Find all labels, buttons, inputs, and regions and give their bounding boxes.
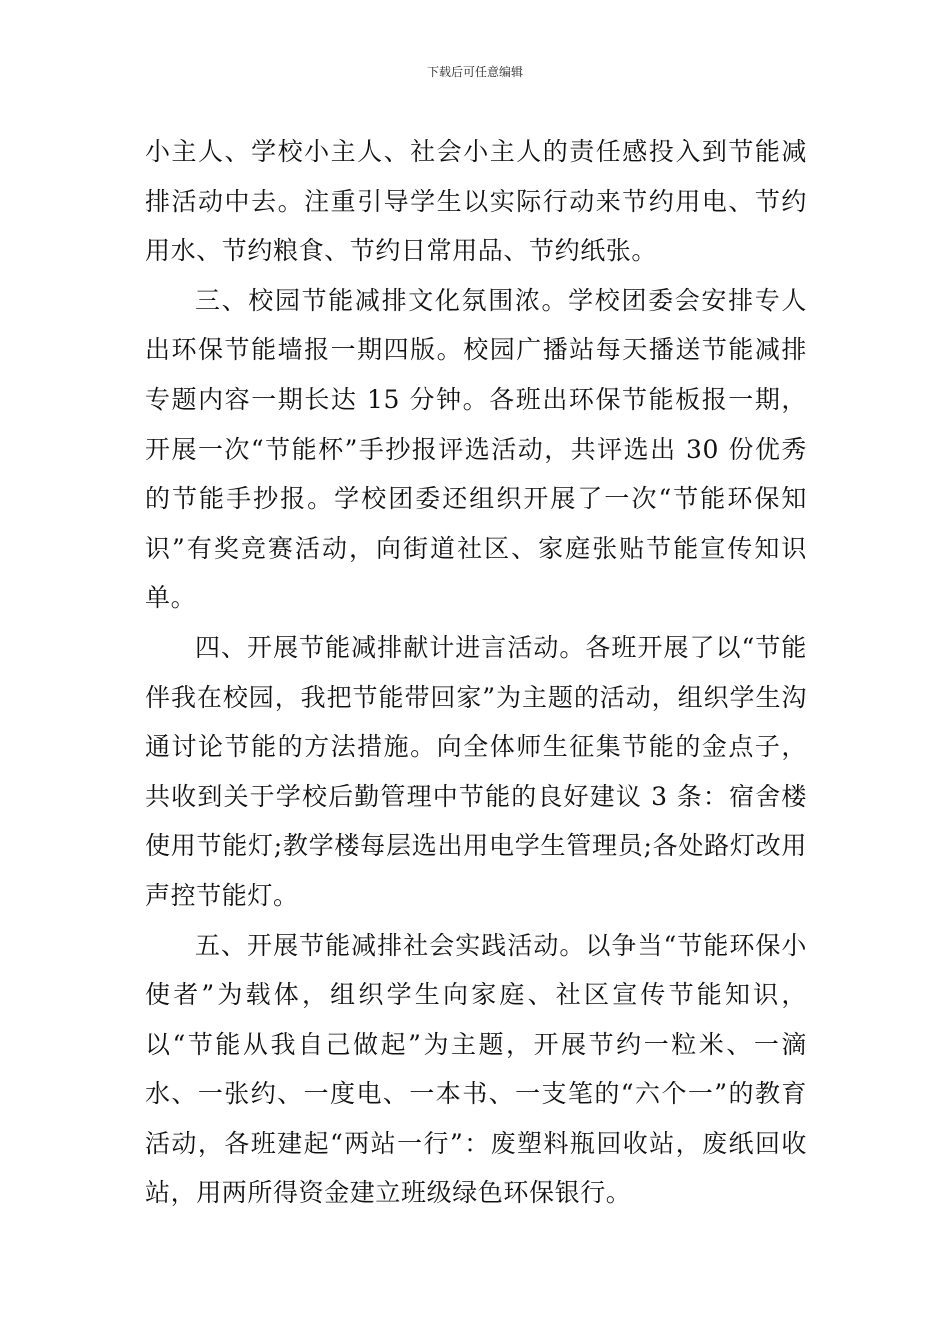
paragraph-campus-culture: 三、校园节能减排文化氛围浓。学校团委会安排专人出环保节能墙报一期四版。校园广播站每天播送节能减排专题内容一期长达 15 分钟。各班出环保节能板报一期，开展一次“节能杯”手抄报评选活动，共评选出 30 份优秀的节能手抄报。学校团委还组织开展了一次“节能环保知识”有奖竞赛活动，向街道社区、家庭张贴节能宣传知识单。 [145, 285, 807, 613]
paragraph-suggestions: 四、开展节能减排献计进言活动。各班开展了以“节能伴我在校园，我把节能带回家”为主题的活动，组织学生沟通讨论节能的方法措施。向全体师生征集节能的金点子，共收到关于学校后勤管理中节能的良好建议 3 条：宿舍楼使用节能灯;教学楼每层选出用电学生管理员;各处路灯改用声控节能灯。 [145, 632, 807, 910]
page-header: 下载后可任意编辑 [426, 65, 523, 79]
document-body [145, 127, 807, 1218]
paragraph-continuation: 小主人、学校小主人、社会小主人的责任感投入到节能减排活动中去。注重引导学生以实际行动来节约用电、节约用水、节约粮食、节约日常用品、节约纸张。 [145, 137, 807, 266]
paragraph-social-practice: 五、开展节能减排社会实践活动。以争当“节能环保小使者”为载体，组织学生向家庭、社区宣传节能知识，以“节能从我自己做起”为主题，开展节约一粒米、一滴水、一张约、一度电、一本书、一支笔的“六个一”的教育活动，各班建起“两站一行”：废塑料瓶回收站，废纸回收站，用两所得资金建立班级绿色环保银行。 [145, 930, 807, 1208]
